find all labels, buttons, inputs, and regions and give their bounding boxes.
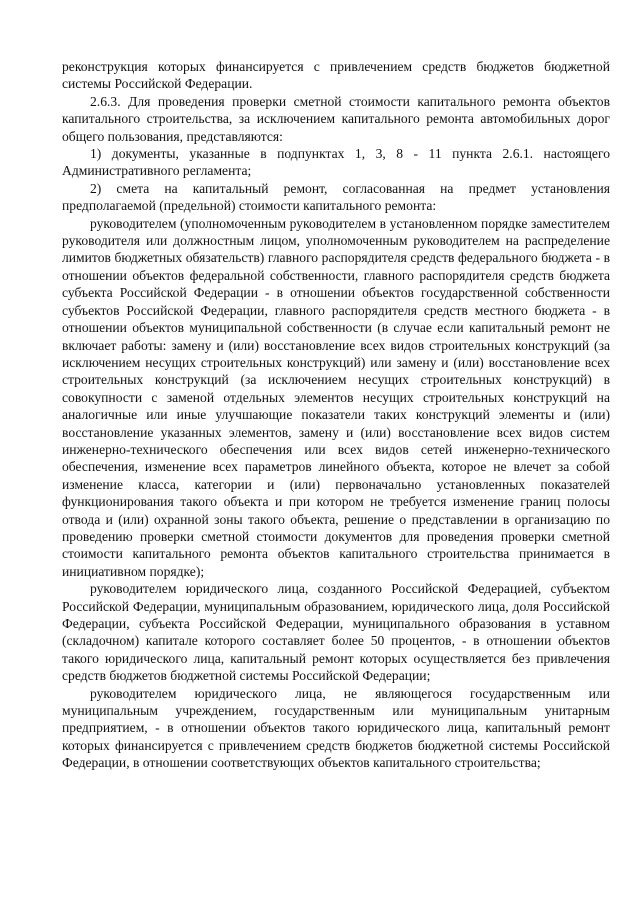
paragraph-manager-non-state-entity: руководителем юридического лица, не являющегося государственным или муниципальным учреждением, государственным или муниципальным унитарным предприятием, - в отношении объектов такого юридического лица, капитальный ремонт которых финансируется с привлечением средств бюджетов бюджетной системы Российской Федерации, в отношении соответствующих объектов капитального строительства; — [62, 685, 610, 771]
list-item-2-estimate: 2) смета на капитальный ремонт, согласованная на предмет установления предполагаемой (предельной) стоимости капитального ремонта: — [62, 180, 610, 214]
list-item-1-documents: 1) документы, указанные в подпунктах 1, 3, 8 - 11 пункта 2.6.1. настоящего Административного регламента; — [62, 146, 610, 179]
paragraph-2-6-3: 2.6.3. Для проведения проверки сметной стоимости капитального ремонта объектов капитального строительства, за исключением капитального ремонта автомобильных дорог общего пользования, представляются: — [62, 93, 610, 144]
paragraph-continuation: реконструкция которых финансируется с привлечением средств бюджетов бюджетной системы Российской Федерации. — [62, 59, 610, 92]
paragraph-manager-budget: руководителем (уполномоченным руководителем в установленном порядке заместителем руководителя или должностным лицом, уполномоченным руководителем на распределение лимитов бюджетных обязательств) главного распорядителя средств федерального бюджета - в отношении объектов федеральной собственности, главного распорядителя средств бюджета субъекта Российской Федерации - в отношении объектов государственной собственности субъектов Российской Федерации, главного распорядителя средств местного бюджета - в отношении объектов муниципальной собственности (в случае если капитальный ремонт не включает работы: замену и (или) восстановление всех видов строительных конструкций (за исключением несущих строительных конструкций) или замену и (или) восстановление всех строительных конструкций (за исключением несущих строительных конструкций) в совокупности с заменой отдельных элементов несущих строительных конструкций на аналогичные или иные улучшающие показатели таких конструкций элементы и (или) восстановление указанных элементов, замену и (или) восстановление всех видов систем инженерно-технического обеспечения или всех видов сетей инженерно-технического обеспечения, изменение всех параметров линейного объекта, которое не влечет за собой изменение класса, категории и (или) первоначально установленных показателей функционирования такого объекта и при котором не требуется изменение границ полосы отвода и (или) охранной зоны такого объекта, решение о представлении в организацию по проведению проверки сметной стоимости документов для проведения проверки сметной стоимости капитального ремонта объектов капитального строительства принимается в инициативном порядке); — [62, 215, 610, 579]
paragraph-manager-legal-entity: руководителем юридического лица, созданного Российской Федерацией, субъектом Российской Федерации, муниципальным образованием, юридического лица, доля Российской Федерации, субъекта Российской Федерации, муниципального образования в уставном (складочном) капитале которого составляет более 50 процентов, - в отношении объектов такого юридического лица, капитальный ремонт которых осуществляется без привлечения средств бюджетов бюджетной системы Российской Федерации; — [62, 581, 610, 684]
document-page — [62, 58, 610, 772]
